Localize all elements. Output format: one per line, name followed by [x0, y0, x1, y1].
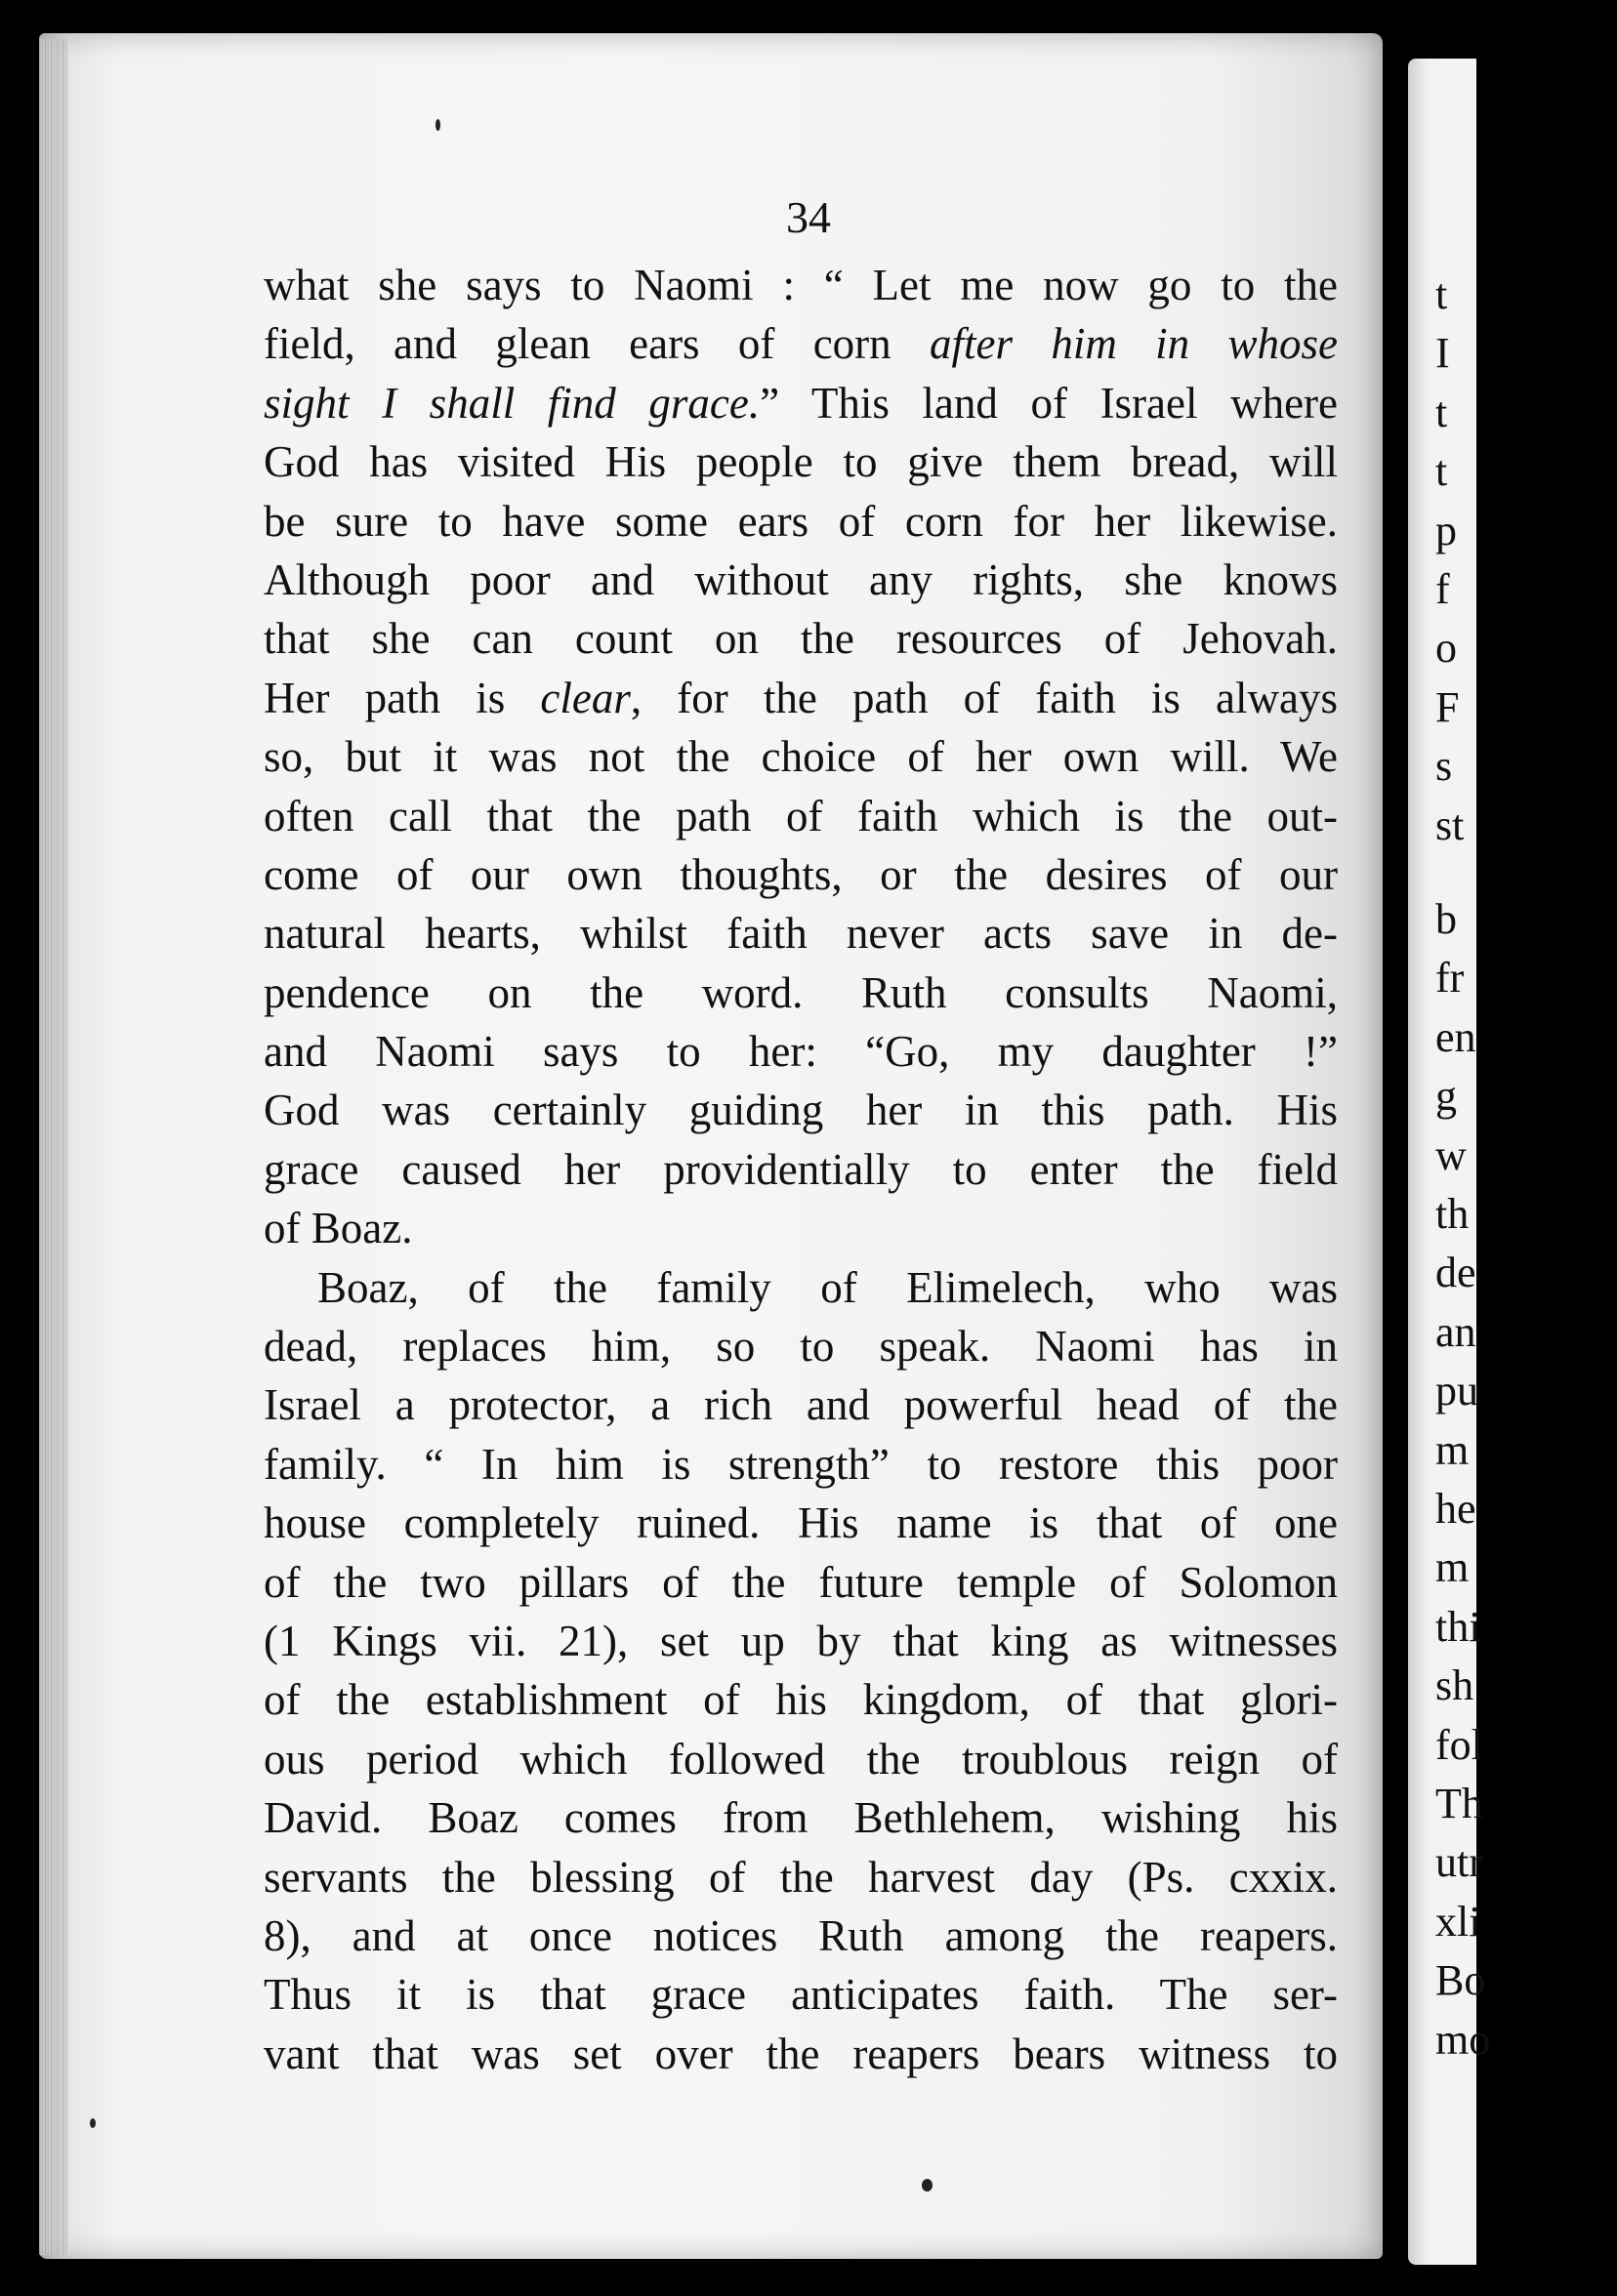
adjacent-line-fragment: xli [1435, 1897, 1481, 1946]
adjacent-line-fragment: F [1435, 682, 1460, 731]
ink-speck [90, 2118, 96, 2128]
text-line: vant that was set over the reapers bears witness to [264, 2029, 1338, 2078]
text-line: servants the blessing of the harvest day (Ps. cxxix. [264, 1852, 1338, 1902]
text-line: so, but it was not the choice of her own will. We [264, 732, 1338, 782]
adjacent-line-fragment: Bo [1435, 1956, 1486, 2005]
adjacent-line-fragment: en [1435, 1012, 1476, 1061]
text-line: Boaz, of the family of Elimelech, who was [317, 1262, 1338, 1312]
adjacent-line-fragment: st [1435, 800, 1465, 849]
text-line: field, and glean ears of corn after him in whose [264, 319, 1338, 369]
adjacent-line-fragment: fr [1435, 954, 1465, 1003]
adjacent-line-fragment: t [1435, 270, 1448, 318]
text-line: natural hearts, whilst faith never acts save in de- [264, 909, 1338, 959]
adjacent-line-fragment: I [1435, 329, 1450, 378]
adjacent-line-fragment: fol [1435, 1720, 1483, 1769]
adjacent-line-fragment: sh [1435, 1661, 1474, 1710]
text-line: often call that the path of faith which is the out- [264, 791, 1338, 840]
text-line: and Naomi says to her: “Go, my daughter !” [264, 1027, 1338, 1077]
text-line: sight I shall find grace.” This land of Israel where [264, 378, 1339, 428]
page-gutter [1383, 39, 1408, 2275]
text-line: of Boaz. [264, 1204, 413, 1253]
page-stack-edge [39, 39, 68, 2255]
ink-speck [435, 119, 440, 131]
adjacent-line-fragment: p [1435, 506, 1457, 554]
text-line: Israel a protector, a rich and powerful head of the [264, 1380, 1338, 1430]
adjacent-line-fragment: f [1435, 565, 1450, 613]
adjacent-line-fragment: t [1435, 447, 1448, 496]
adjacent-line-fragment: utr [1435, 1838, 1483, 1887]
adjacent-line-fragment: o [1435, 624, 1457, 673]
text-line: 8), and at once notices Ruth among the reapers. [264, 1910, 1338, 1960]
page-number: 34 [786, 192, 831, 242]
text-line: grace caused her providentially to enter the field [264, 1144, 1338, 1194]
text-line: come of our own thoughts, or the desires of our [264, 849, 1338, 899]
italic-text: after him in whose [930, 319, 1338, 369]
adjacent-line-fragment: m [1435, 1425, 1470, 1474]
text-line: pendence on the word. Ruth consults Naomi, [264, 967, 1338, 1017]
body-text [264, 256, 1338, 2083]
adjacent-line-fragment: g [1435, 1072, 1457, 1121]
text-line: David. Boaz comes from Bethlehem, wishing his [264, 1793, 1338, 1843]
text-line: (1 Kings vii. 21), set up by that king as witnesses [264, 1616, 1338, 1665]
adjacent-line-fragment: he [1435, 1485, 1476, 1533]
text-line: of the establishment of his kingdom, of that glori- [264, 1675, 1338, 1725]
adjacent-line-fragment: Th [1435, 1780, 1483, 1827]
text-line: be sure to have some ears of corn for her likewise. [264, 496, 1338, 546]
text-line: that she can count on the resources of Jehovah. [264, 614, 1338, 664]
adjacent-line-fragment: pu [1435, 1367, 1478, 1415]
text-line: of the two pillars of the future temple of Solomon [264, 1557, 1338, 1607]
adjacent-line-fragment: s [1435, 742, 1453, 791]
text-line: God was certainly guiding her in this path. His [264, 1086, 1338, 1135]
adjacent-line-fragment: m [1435, 1543, 1470, 1592]
italic-text: sight I shall find grace. [264, 378, 761, 428]
adjacent-line-fragment: mo [1435, 2015, 1491, 2064]
adjacent-line-fragment: w [1435, 1130, 1467, 1179]
text-line: Although poor and without any rights, she knows [264, 554, 1338, 604]
adjacent-line-fragment: t [1435, 388, 1448, 436]
adjacent-line-fragment: th [1435, 1190, 1470, 1238]
text-line: family. “ In him is strength” to restore this poor [264, 1439, 1338, 1489]
text-line: Thus it is that grace anticipates faith. The ser- [264, 1970, 1338, 2020]
text-line: dead, replaces him, so to speak. Naomi has in [264, 1322, 1338, 1372]
text-line: God has visited His people to give them bread, will [264, 437, 1338, 487]
text-line: ous period which followed the troublous reign of [264, 1734, 1338, 1784]
adjacent-line-fragment: b [1435, 895, 1457, 943]
italic-text: clear [540, 673, 631, 722]
adjacent-line-fragment: thi [1435, 1602, 1481, 1651]
adjacent-line-fragment: an [1435, 1307, 1476, 1356]
text-line: Her path is clear, for the path of faith is always [264, 673, 1339, 722]
adjacent-line-fragment: de [1435, 1249, 1476, 1297]
text-line: house completely ruined. His name is that of one [264, 1498, 1338, 1548]
text-line: what she says to Naomi : “ Let me now go to the [264, 261, 1338, 309]
ink-speck [922, 2179, 933, 2192]
